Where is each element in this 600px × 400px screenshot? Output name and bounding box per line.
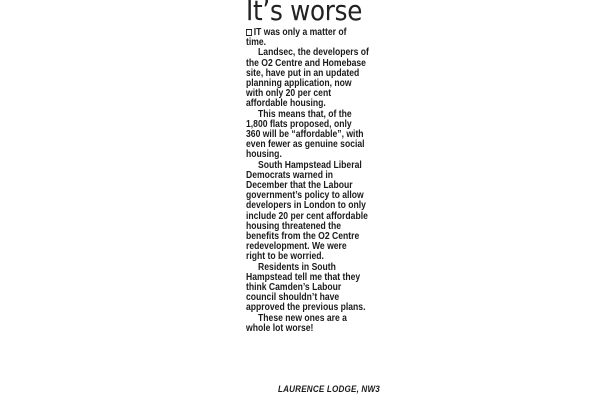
body-line: December that the Labour [246, 180, 353, 192]
body-line: think Camden’s Labour [246, 282, 342, 294]
paragraph-6 [246, 314, 360, 334]
body-line: approved the previous plans. [246, 302, 366, 314]
body-line: housing threatened the [246, 220, 342, 232]
body-line: council shouldn’t have [246, 292, 340, 304]
body-line: right to be worried. [246, 251, 324, 263]
body-line: benefits from the O2 Centre [246, 231, 360, 243]
body-line: planning application, now [246, 78, 352, 90]
body-line: Democrats warned in [246, 169, 333, 181]
body-line-text: IT was only a matter of [253, 27, 347, 38]
body-line: whole lot worse! [246, 322, 314, 334]
body-line: time. [246, 37, 267, 49]
body-line: with only 20 per cent [246, 88, 332, 100]
paragraph-1 [246, 28, 360, 48]
body-line: Landsec, the developers of [258, 47, 369, 59]
body-line: South Hampstead Liberal [258, 159, 362, 171]
body-line: government’s policy to allow [246, 190, 364, 202]
body-line: redevelopment. We were [246, 241, 347, 253]
body-line: site, have put in an updated [246, 67, 360, 79]
body-line: Hampstead tell me that they [246, 271, 361, 283]
body-line: affordable housing. [246, 98, 326, 110]
body-line: include 20 per cent affordable [246, 210, 368, 222]
letter-body [246, 28, 378, 334]
paragraph-4 [246, 159, 368, 263]
square-bullet-icon [246, 29, 252, 36]
paragraph-5 [246, 261, 366, 314]
paragraph-3 [246, 108, 365, 161]
headline: It’s worse [246, 0, 363, 27]
body-line: This means that, of the [258, 108, 352, 120]
body-line: the O2 Centre and Homebase [246, 57, 366, 69]
letter-clipping [230, 0, 378, 400]
body-line: 360 will be “affordable”, with [246, 129, 364, 141]
body-line: housing. [246, 149, 282, 161]
body-line: 1,800 flats proposed, only [246, 118, 352, 130]
paragraph-2 [246, 47, 369, 110]
body-line: Residents in South [258, 261, 336, 273]
body-line: developers in London to only [246, 200, 366, 212]
body-line: These new ones are a [258, 312, 347, 324]
letter-signature: LAURENCE LODGE, NW3 [278, 384, 380, 394]
body-line: even fewer as genuine social [246, 139, 365, 151]
